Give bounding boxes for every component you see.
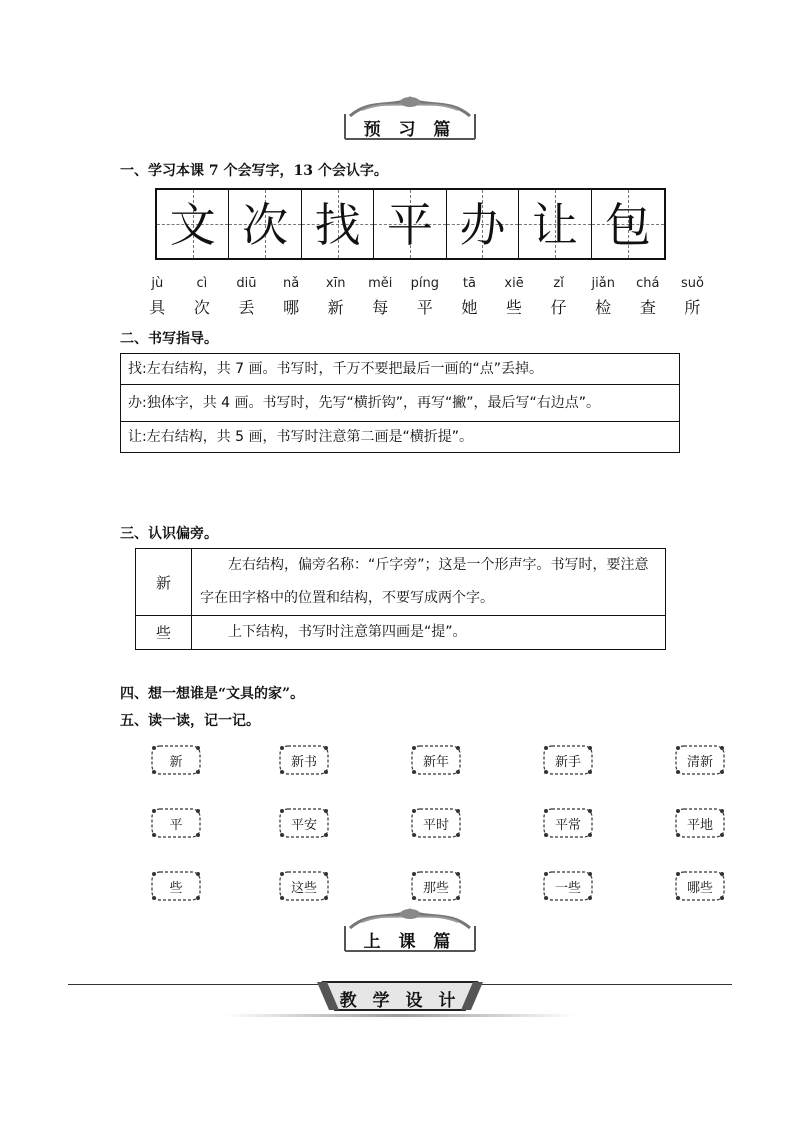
grid-cell bbox=[229, 190, 301, 258]
teaching-design-title: 教 学 设 计 bbox=[339, 991, 461, 1011]
radical-desc-cell bbox=[192, 549, 665, 615]
read-char: 每 bbox=[372, 298, 389, 317]
word-bubble bbox=[672, 806, 728, 840]
radical-table bbox=[135, 548, 666, 650]
writing-guide-table bbox=[120, 353, 680, 453]
pinyin: tā bbox=[462, 276, 476, 291]
bubble-word: 平安 bbox=[290, 817, 317, 833]
bubble-word: 平 bbox=[169, 817, 183, 833]
shadow-bar bbox=[225, 1014, 575, 1017]
write-char: 让 bbox=[531, 198, 578, 252]
pinyin: chá bbox=[636, 276, 660, 291]
pinyin: jiǎn bbox=[591, 276, 615, 291]
grid-cell bbox=[157, 190, 229, 258]
word-bubble bbox=[540, 806, 596, 840]
pinyin: zǐ bbox=[553, 276, 564, 291]
preview-title: 预 习 篇 bbox=[363, 120, 457, 140]
pinyin: diū bbox=[236, 276, 257, 291]
guide-row: 办:独体字，共 4 画。书写时，先写“横折钩”，再写“撇”，最后写“右边点”。 bbox=[121, 385, 679, 422]
section-3-heading: 三、认识偏旁。 bbox=[120, 526, 218, 542]
teaching-design-tab bbox=[315, 980, 485, 1012]
write-char: 找 bbox=[314, 198, 361, 252]
section-1-heading: 一、学习本课 7 个会写字，13 个会认字。 bbox=[120, 163, 388, 179]
read-char: 具 bbox=[149, 298, 166, 317]
pinyin: nǎ bbox=[282, 276, 300, 291]
grid-cell bbox=[302, 190, 374, 258]
word-bubble bbox=[276, 743, 332, 777]
section-2-heading: 二、书写指导。 bbox=[120, 331, 218, 347]
character-grid bbox=[155, 188, 666, 260]
bubble-word: 平常 bbox=[554, 817, 581, 833]
read-char: 些 bbox=[506, 298, 523, 317]
word-bubble bbox=[540, 743, 596, 777]
pinyin: xīn bbox=[325, 276, 346, 291]
bubble-word: 些 bbox=[169, 880, 183, 896]
word-bubble bbox=[540, 869, 596, 903]
radical-row bbox=[136, 549, 665, 616]
pinyin: píng bbox=[410, 276, 440, 291]
grid-cell bbox=[447, 190, 519, 258]
write-char: 文 bbox=[169, 198, 216, 252]
section-5-heading: 五、读一读，记一记。 bbox=[120, 713, 260, 729]
read-char: 次 bbox=[193, 298, 210, 317]
read-char: 平 bbox=[416, 298, 433, 317]
radical-desc: 左右结构，偏旁名称：“斤字旁”；这是一个形声字。书写时，要注意字在田字格中的位置和结构，不要写成两个字。 bbox=[200, 557, 649, 606]
read-char: 仔 bbox=[550, 298, 567, 317]
word-bubble bbox=[408, 806, 464, 840]
read-char: 所 bbox=[684, 298, 701, 317]
pinyin: cì bbox=[196, 276, 208, 291]
bubble-word: 平时 bbox=[422, 817, 449, 833]
guide-row: 找:左右结构，共 7 画。书写时，千万不要把最后一画的“点”丢掉。 bbox=[121, 354, 679, 385]
word-bubble bbox=[672, 743, 728, 777]
read-char: 查 bbox=[639, 298, 656, 317]
word-bubble bbox=[276, 806, 332, 840]
write-char: 包 bbox=[604, 198, 651, 252]
lesson-banner bbox=[340, 906, 480, 956]
write-char: 平 bbox=[387, 198, 434, 252]
bubble-word: 新书 bbox=[290, 754, 317, 770]
bubble-word: 那些 bbox=[422, 880, 449, 896]
word-bubble bbox=[672, 869, 728, 903]
read-char: 新 bbox=[327, 298, 344, 317]
radical-char: 些 bbox=[136, 616, 192, 649]
word-bubble bbox=[408, 743, 464, 777]
word-bubble bbox=[148, 743, 204, 777]
section-4-heading: 四、想一想谁是“文具的家”。 bbox=[120, 686, 305, 702]
grid-cell bbox=[374, 190, 446, 258]
read-char-row bbox=[135, 295, 715, 318]
radical-desc: 上下结构，书写时注意第四画是“提”。 bbox=[228, 624, 467, 640]
word-bubble bbox=[276, 869, 332, 903]
pinyin-row bbox=[135, 276, 715, 291]
grid-cell bbox=[592, 190, 664, 258]
read-char: 检 bbox=[595, 298, 612, 317]
grid-cell bbox=[519, 190, 591, 258]
bubble-word: 一些 bbox=[554, 880, 581, 896]
word-bubble bbox=[148, 869, 204, 903]
pinyin: jù bbox=[151, 276, 164, 291]
bubble-word: 平地 bbox=[686, 817, 713, 833]
pinyin: xiē bbox=[504, 276, 524, 291]
read-char: 哪 bbox=[283, 298, 300, 317]
write-char: 次 bbox=[242, 198, 289, 252]
pinyin: suǒ bbox=[680, 276, 704, 291]
bubble-word: 新年 bbox=[422, 754, 449, 770]
bubble-word: 新手 bbox=[554, 754, 581, 770]
word-bubble bbox=[408, 869, 464, 903]
guide-row: 让:左右结构，共 5 画，书写时注意第二画是“横折提”。 bbox=[128, 429, 474, 445]
radical-row bbox=[136, 616, 665, 649]
lesson-title: 上 课 篇 bbox=[363, 932, 457, 952]
bubble-word: 哪些 bbox=[686, 880, 713, 896]
word-bubble bbox=[148, 806, 204, 840]
pinyin: měi bbox=[368, 276, 393, 291]
bubble-word: 清新 bbox=[686, 754, 713, 770]
radical-char: 新 bbox=[136, 549, 192, 615]
radical-desc-cell bbox=[192, 616, 665, 649]
bubble-word: 新 bbox=[169, 754, 183, 770]
read-char: 她 bbox=[461, 298, 478, 317]
bubble-word: 这些 bbox=[290, 880, 317, 896]
write-char: 办 bbox=[459, 198, 506, 252]
preview-banner bbox=[340, 94, 480, 144]
read-char: 丢 bbox=[238, 298, 255, 317]
